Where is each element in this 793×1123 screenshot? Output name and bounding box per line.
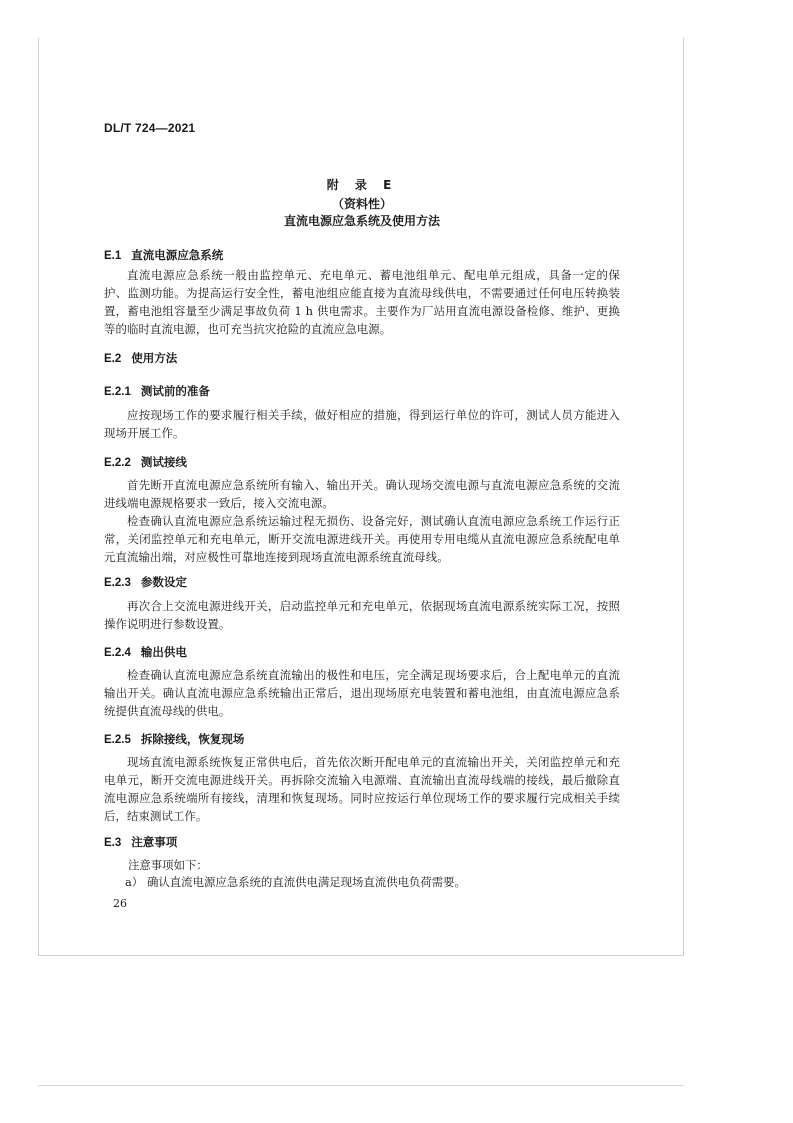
section-title: 使用方法 <box>131 351 178 365</box>
appendix-title: 直流电源应急系统及使用方法 <box>283 214 440 228</box>
page-divider <box>38 1085 684 1086</box>
section-intro-e3: 注意事项如下： <box>128 858 208 872</box>
section-heading-e21 <box>104 383 210 399</box>
section-number: E.2.2 <box>104 457 131 469</box>
section-title: 参数设定 <box>140 575 187 589</box>
appendix-nature: （资料性） <box>331 197 392 211</box>
section-number: E.2.3 <box>104 577 131 589</box>
section-heading-e3 <box>104 834 177 850</box>
section-heading-e1 <box>104 247 223 263</box>
section-number: E.2 <box>104 353 122 365</box>
page-number: 26 <box>113 897 127 910</box>
section-body-e1: 直流电源应急系统一般由监控单元、充电单元、蓄电池组单元、配电单元组成，具备一定的保护、监测功能。为提高运行安全性，蓄电池组应能直接为直流母线供电，不需要通过任何电压转换装置，蓄电池组容量至少满足事故负荷 1 h 供电需求。主要作为厂站用直流电源设备检修、维护、更换等的临时直流电源，也可充当抗灾抢险的直流应急电源。 <box>104 268 620 336</box>
section-heading-e22 <box>104 454 187 470</box>
standard-code: DL/T 724—2021 <box>104 121 196 135</box>
list-item <box>125 873 621 891</box>
section-body-e24: 检查确认直流电源应急系统直流输出的极性和电压，完全满足现场要求后，合上配电单元的直流输出开关。确认直流电源应急系统输出正常后，退出现场原充电装置和蓄电池组，由直流电源应急系统提供直流母线的供电。 <box>104 668 620 718</box>
section-number: E.1 <box>104 250 122 262</box>
section-title: 拆除接线，恢复现场 <box>140 732 245 746</box>
section-body-e22-1: 首先断开直流电源应急系统所有输入、输出开关。确认现场交流电源与直流电源应急系统的交流进线端电源规格要求一致后，接入交流电源。 <box>104 478 620 510</box>
section-heading-e23 <box>104 574 187 590</box>
section-title: 注意事项 <box>131 835 178 849</box>
section-body-e23: 再次合上交流电源进线开关，启动监控单元和充电单元，依据现场直流电源系统实际工况，按照操作说明进行参数设置。 <box>104 599 620 631</box>
section-number: E.2.5 <box>104 734 131 746</box>
section-body-e22-2: 检查确认直流电源应急系统运输过程无损伤、设备完好，测试确认直流电源应急系统工作运行正常，关闭监控单元和充电单元，断开交流电源进线开关。再使用专用电缆从直流电源应急系统配电单元直流输出端，对应极性可靠地连接到现场直流电源系统直流母线。 <box>104 514 620 564</box>
section-heading-e24 <box>104 644 187 660</box>
section-number: E.2.4 <box>104 647 131 659</box>
list-item-text: 确认直流电源应急系统的直流供电满足现场直流供电负荷需要。 <box>147 875 466 889</box>
section-title: 直流电源应急系统 <box>131 248 224 262</box>
section-heading-e2 <box>104 350 177 366</box>
section-number: E.2.1 <box>104 386 131 398</box>
list-marker: a） <box>125 875 144 889</box>
section-body-e25: 现场直流电源系统恢复正常供电后，首先依次断开配电单元的直流输出开关，关闭监控单元和充电单元，断开交流电源进线开关。再拆除交流输入电源端、直流输出直流母线端的接线，最后撤除直流电源应急系统端所有接线，清理和恢复现场。同时应按运行单位现场工作的要求履行完成相关手续后，结束测试工作。 <box>104 755 620 823</box>
section-body-e21: 应按现场工作的要求履行相关手续，做好相应的措施，得到运行单位的许可，测试人员方能进入现场开展工作。 <box>104 408 620 440</box>
section-title: 测试前的准备 <box>140 384 210 398</box>
section-title: 输出供电 <box>140 645 187 659</box>
appendix-label: 附 录 E <box>326 178 398 192</box>
section-number: E.3 <box>104 837 122 849</box>
section-heading-e25 <box>104 731 244 747</box>
section-title: 测试接线 <box>140 455 187 469</box>
